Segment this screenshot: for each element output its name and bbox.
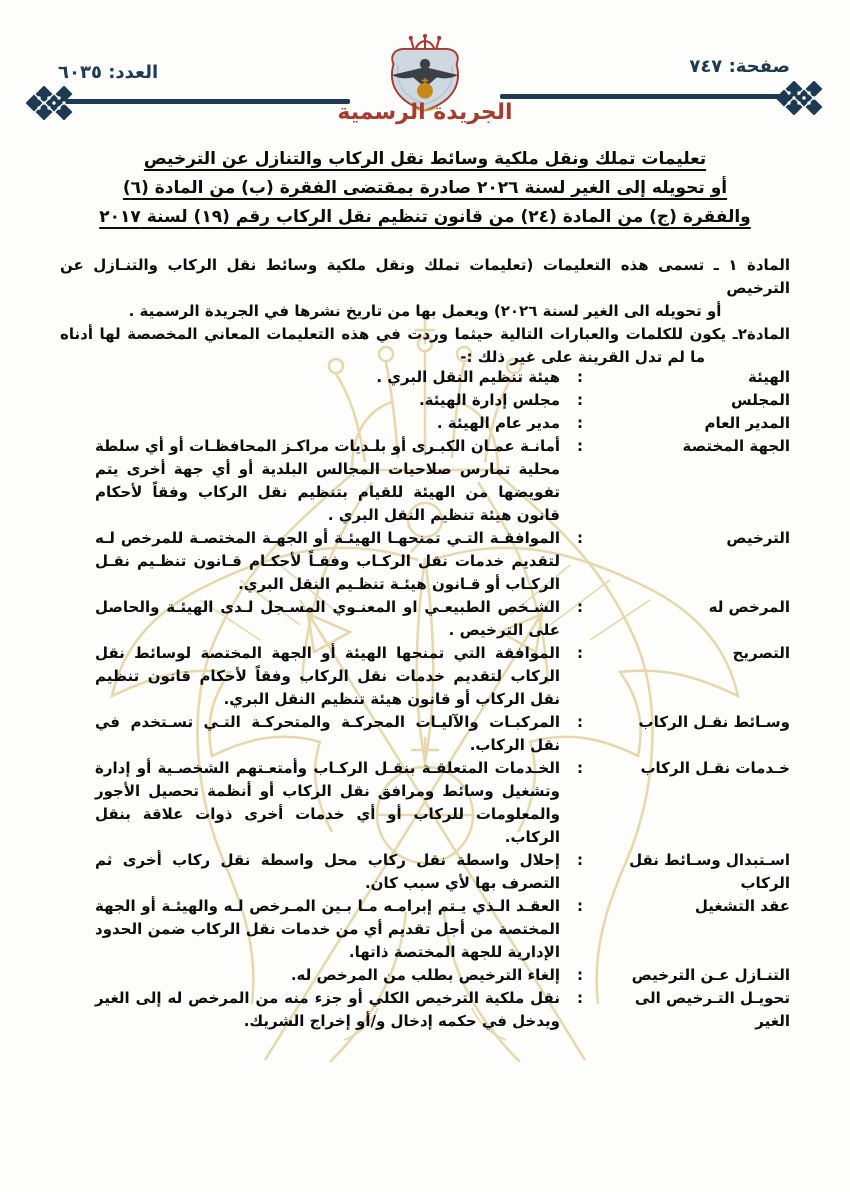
definition-colon: :: [577, 989, 583, 1007]
definition-term: التصريح: [732, 644, 790, 662]
definition-text: مجلس إدارة الهيئة.: [418, 391, 560, 409]
definition-term: الترخيص: [726, 529, 790, 547]
article-1-line-1: المادة ١ ـ تسمى هذه التعليمات (تعليمات تملك ونقل ملكية وسائط نقل الركاب والتنـازل عن الترخيص: [60, 256, 790, 297]
article-1-line-2: أو تحويله الى الغير لسنة ٢٠٢٦) ويعمل بها من تاريخ نشرها في الجريدة الرسمية .: [128, 302, 722, 320]
definition-row: [95, 596, 790, 642]
definition-colon: :: [577, 598, 583, 616]
definition-text: أمانـة عمـان الكبـرى أو بلـديات مراكـز المحافظـات أو أي سلطة محلية تمارس صلاحيات المجالس البلدية أو أي جهة أخرى يتم تفويضها من الهيئة للقيام بتنظيم نقل الركاب وفقاً لأحكام قانون هيئة تنظيم النقل البري .: [95, 437, 560, 524]
articles-section: [60, 254, 790, 369]
header-rule-right: [500, 94, 798, 99]
definition-text: إحلال واسطة نقل ركاب محل واسطة نقل ركاب أخرى ثم التصرف بها لأي سبب كان.: [95, 851, 560, 892]
document-title-line-3: والفقرة (ج) من المادة (٢٤) من قانون تنظيم نقل الركاب رقم (١٩) لسنة ٢٠١٧: [99, 207, 751, 227]
definition-term: المجلس: [731, 391, 790, 409]
definition-term: وسـائط نقـل الركاب: [638, 713, 790, 731]
definition-term: تحويـل التـرخيص الى الغير: [634, 989, 790, 1030]
definition-term: الجهة المختصة: [682, 437, 790, 455]
definition-text: نقل ملكية الترخيص الكلي أو جزء منه من المرخص له إلى الغير ويدخل في حكمه إدخال و/أو إخراج الشريك.: [95, 989, 560, 1030]
definition-text: هيئة تنظيم النقل البري .: [376, 368, 560, 386]
definition-colon: :: [577, 368, 583, 386]
definition-row: [95, 527, 790, 596]
definition-text: الخـدمات المتعلقـة بنقـل الركـاب وأمتعـتهم الشخصـية أو إدارة وتشغيل وسائط ومرافق نقل الركاب أو أنظمة تحصيل الأجور والمعلومات للركاب أو أي خدمات أخرى ذوات علاقة بنقل الركاب.: [95, 759, 560, 846]
definition-row: [95, 435, 790, 527]
definition-row: [95, 366, 790, 389]
definition-colon: :: [577, 437, 583, 455]
definition-term: المرخص له: [708, 598, 790, 616]
definition-term: عقد التشغيل: [694, 897, 790, 915]
definition-text: الشـخص الطبيعـي او المعنـوي المسـجل لـدى الهيئـة والحاصل على الترخيص .: [95, 598, 560, 639]
document-title-line-2: أو تحويله إلى الغير لسنة ٢٠٢٦ صادرة بمقتضى الفقرة (ب) من المادة (٦): [122, 178, 728, 198]
definition-text: المركبـات والآليـات المحركـة والمتحركـة التـي تسـتخدم في نقل الركاب.: [95, 713, 560, 754]
definition-term: المدير العام: [704, 414, 790, 432]
definitions-list: [95, 366, 790, 1033]
definition-text: الموافقـة التـي تمنحهـا الهيئـة أو الجهـة المختصـة للمرخص لـه لتقديم خدمات نقل الركـاب وفقـاً لأحكـام قـانون تنظـيم نقـل الركـاب أو قـانون هيئـة تنظـيم النقل البري.: [95, 529, 560, 593]
definition-row: [95, 711, 790, 757]
definition-row: [95, 849, 790, 895]
definition-term: خـدمات نقـل الركاب: [640, 759, 790, 777]
document-title-line-1: تعليمات تملك ونقل ملكية وسائط نقل الركاب والتنازل عن الترخيص: [143, 149, 707, 169]
definition-colon: :: [577, 414, 583, 432]
gazette-title: الجريدة الرسمية: [337, 100, 513, 125]
definition-row: [95, 757, 790, 849]
definition-term: اسـتبدال وسـائط نقل الركاب: [629, 851, 790, 892]
article-2-line-1: المادة٢ـ يكون للكلمات والعبارات التالية حيثما وردت في هذه التعليمات المعاني المخصصة لها أدناه: [60, 325, 790, 343]
article-2-line-2: ما لم تدل القرينة على غير ذلك :-: [460, 348, 705, 366]
definition-colon: :: [577, 391, 583, 409]
definition-colon: :: [577, 897, 583, 915]
definition-text: العقـد الـذي يـتم إبرامـه مـا بـين المـرخص لـه والهيئـة أو الجهة المختصة من أجل تقديم أي من خدمات نقل الركاب ضمن الحدود الإدارية للجهة المختصة ذاتها.: [95, 897, 560, 961]
definition-colon: :: [577, 759, 583, 777]
definition-text: مدير عام الهيئة .: [436, 414, 560, 432]
definition-row: [95, 642, 790, 711]
page-number-label: صفحة: ٧٤٧: [689, 56, 790, 77]
definition-text: الموافقة التي تمنحها الهيئة أو الجهة المختصة لوسائط نقل الركاب لتقديم خدمات نقل الركاب وفقاً لأحكام قانون تنظيم نقل الركاب أو قانون هيئة تنظيم النقل البري.: [95, 644, 560, 708]
definition-row: [95, 389, 790, 412]
document-title: [55, 149, 795, 236]
definition-row: [95, 412, 790, 435]
definition-row: [95, 964, 790, 987]
definition-colon: :: [577, 966, 583, 984]
definition-text: إلغاء الترخيص بطلب من المرخص له.: [290, 966, 560, 984]
definition-row: [95, 987, 790, 1033]
definition-colon: :: [577, 851, 583, 869]
definition-term: التنـازل عـن الترخيص: [631, 966, 790, 984]
definition-term: الهيئة: [747, 368, 790, 386]
definition-colon: :: [577, 529, 583, 547]
definition-colon: :: [577, 713, 583, 731]
definition-row: [95, 895, 790, 964]
definition-colon: :: [577, 644, 583, 662]
issue-number-label: العدد: ٦٠٣٥: [58, 62, 159, 83]
